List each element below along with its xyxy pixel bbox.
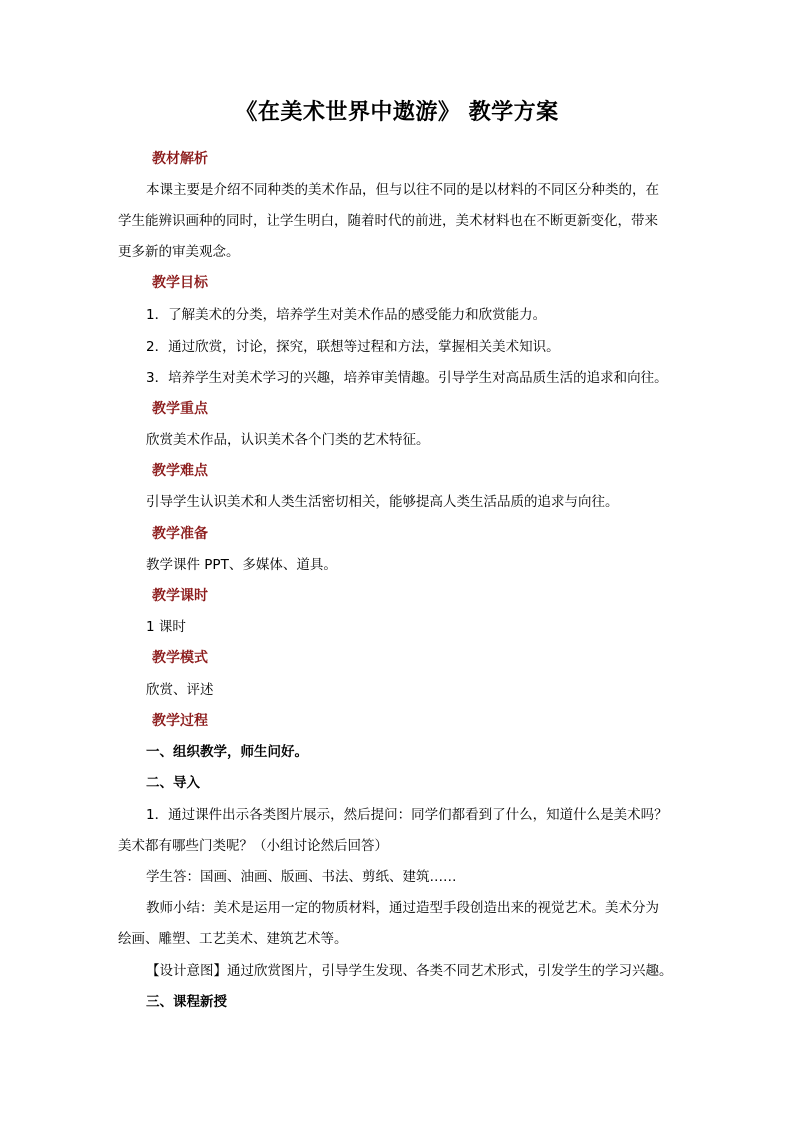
section-heading-difficulties: 教学难点 — [152, 463, 208, 479]
process-question-line-1: 1．通过课件出示各类图片展示，然后提问：同学们都看到了什么，知道什么是美术吗？ — [146, 807, 668, 823]
section-heading-preparation: 教学准备 — [152, 526, 208, 542]
mode-text: 欣赏、评述 — [146, 682, 214, 698]
analysis-line-3: 更多新的审美观念。 — [118, 244, 240, 260]
process-question-line-2: 美术都有哪些门类呢？（小组讨论然后回答） — [118, 838, 388, 854]
hours-text: 1 课时 — [146, 619, 186, 635]
section-heading-hours: 教学课时 — [152, 588, 208, 604]
section-heading-mode: 教学模式 — [152, 650, 208, 666]
process-step-3: 三、课程新授 — [146, 994, 227, 1010]
goal-item-1: 1．了解美术的分类，培养学生对美术作品的感受能力和欣赏能力。 — [146, 307, 547, 323]
goal-item-2: 2．通过欣赏，讨论，探究，联想等过程和方法，掌握相关美术知识。 — [146, 339, 560, 355]
section-heading-process: 教学过程 — [152, 713, 208, 729]
analysis-line-2: 学生能辨识画种的同时，让学生明白，随着时代的前进，美术材料也在不断更新变化，带来 — [118, 213, 658, 229]
goal-item-3: 3．培养学生对美术学习的兴趣，培养审美情趣。引导学生对高品质生活的追求和向往。 — [146, 370, 668, 386]
page-title: 《在美术世界中遨游》 教学方案 — [235, 99, 559, 125]
section-heading-key-points: 教学重点 — [152, 401, 208, 417]
teacher-summary-line-2: 绘画、雕塑、工艺美术、建筑艺术等。 — [118, 931, 348, 947]
analysis-line-1: 本课主要是介绍不同种类的美术作品，但与以往不同的是以材料的不同区分种类的，在 — [146, 182, 659, 198]
teacher-summary-line-1: 教师小结：美术是运用一定的物质材料，通过造型手段创造出来的视觉艺术。美术分为 — [146, 900, 659, 916]
design-intent: 【设计意图】通过欣赏图片，引导学生发现、各类不同艺术形式，引发学生的学习兴趣。 — [146, 963, 673, 979]
difficulties-text: 引导学生认识美术和人类生活密切相关，能够提高人类生活品质的追求与向往。 — [146, 494, 619, 510]
student-answer: 学生答：国画、油画、版画、书法、剪纸、建筑…… — [146, 869, 457, 885]
process-step-2: 二、导入 — [146, 775, 200, 791]
section-heading-analysis: 教材解析 — [152, 151, 208, 167]
preparation-text: 教学课件 PPT、多媒体、道具。 — [146, 557, 337, 573]
key-points-text: 欣赏美术作品，认识美术各个门类的艺术特征。 — [146, 432, 430, 448]
section-heading-goals: 教学目标 — [152, 275, 208, 291]
process-step-1: 一、组织教学，师生问好。 — [146, 744, 308, 760]
